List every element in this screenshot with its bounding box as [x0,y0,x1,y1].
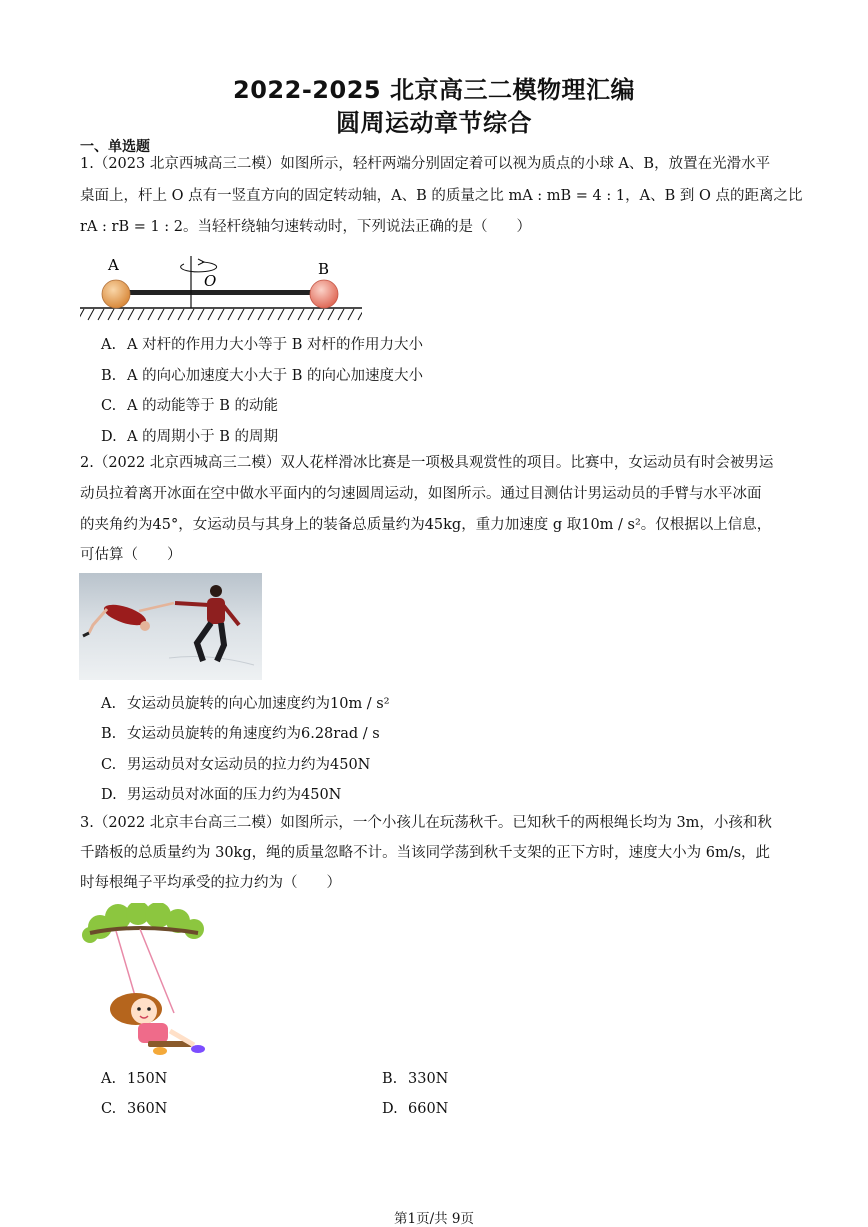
document-title: 2022-2025 北京高三二模物理汇编 [233,76,635,104]
label-b: B [318,260,330,278]
question-3-option-a[interactable]: A. 150N [101,1071,168,1087]
ball-a [102,280,130,308]
question-1-option-d[interactable]: D. A 的周期小于 B 的周期 [101,429,278,445]
light-rod [116,290,322,295]
ball-b [310,280,338,308]
question-3-line-3: 时每根绳子平均承受的拉力约为（ ） [80,875,341,891]
document-subtitle: 圆周运动章节综合 [336,109,532,137]
question-1-line-2: 桌面上，杆上 O 点有一竖直方向的固定转动轴，A、B 的质量之比 mA : mB = 4 : 1，A、B 到 O 点的距离之比 [80,188,803,204]
label-a: A [108,256,119,274]
rotation-arrowhead [198,259,204,265]
section-heading: 一、单选题 [80,139,150,155]
swing-illustration [78,903,210,1059]
question-1-option-a[interactable]: A. A 对杆的作用力大小等于 B 对杆的作用力大小 [101,337,423,353]
question-2-option-a[interactable]: A. 女运动员旋转的向心加速度约为10m / s² [101,696,390,712]
question-2-option-d[interactable]: D. 男运动员对冰面的压力约为450N [101,787,342,803]
question-2-line-3: 的夹角约为45°，女运动员与其身上的装备总质量约为45kg，重力加速度 g 取10m / s²。仅根据以上信息， [80,517,772,533]
question-2-line-2: 动员拉着离开冰面在空中做水平面内的匀速圆周运动，如图所示。通过目测估计男运动员的手臂与水平冰面 [80,486,762,502]
question-3-line-1: 3.（2022 北京丰台高三二模）如图所示，一个小孩儿在玩荡秋千。已知秋千的两根绳长均为 3m，小孩和秋 [80,815,772,831]
question-1-line-3: rA : rB = 1 : 2。当轻杆绕轴匀速转动时，下列说法正确的是（ ） [80,219,532,235]
question-2-line-4: 可估算（ ） [80,547,182,563]
rotation-arrow [181,262,217,272]
question-1-option-b[interactable]: B. A 的向心加速度大小大于 B 的向心加速度大小 [101,368,423,384]
rod-balls-figure [80,252,362,324]
ground-hatch [80,309,362,320]
question-3-line-2: 千踏板的总质量约为 30kg，绳的质量忽略不计。当该同学荡到秋千支架的正下方时，速度大小为 6m/s，此 [80,845,771,861]
question-2-line-1: 2.（2022 北京西城高三二模）双人花样滑冰比赛是一项极具观赏性的项目。比赛中，女运动员有时会被男运 [80,455,774,471]
question-3-option-d[interactable]: D. 660N [382,1101,449,1117]
question-3-option-b[interactable]: B. 330N [382,1071,449,1087]
question-3-option-c[interactable]: C. 360N [101,1101,168,1117]
tree-branch [90,928,198,933]
girl-face [131,998,157,1024]
question-1-option-c[interactable]: C. A 的动能等于 B 的动能 [101,398,278,414]
label-o: O [204,272,217,290]
question-2-option-c[interactable]: C. 男运动员对女运动员的拉力约为450N [101,757,371,773]
figure-skating-photo [79,573,262,680]
question-2-option-b[interactable]: B. 女运动员旋转的角速度约为6.28rad / s [101,726,380,742]
page-number: 第1页/共 9页 [393,1211,475,1227]
question-1-line-1: 1.（2023 北京西城高三二模）如图所示，轻杆两端分别固定着可以视为质点的小球 A、B，放置在光滑水平 [80,156,771,172]
girl-dress [138,1023,168,1043]
